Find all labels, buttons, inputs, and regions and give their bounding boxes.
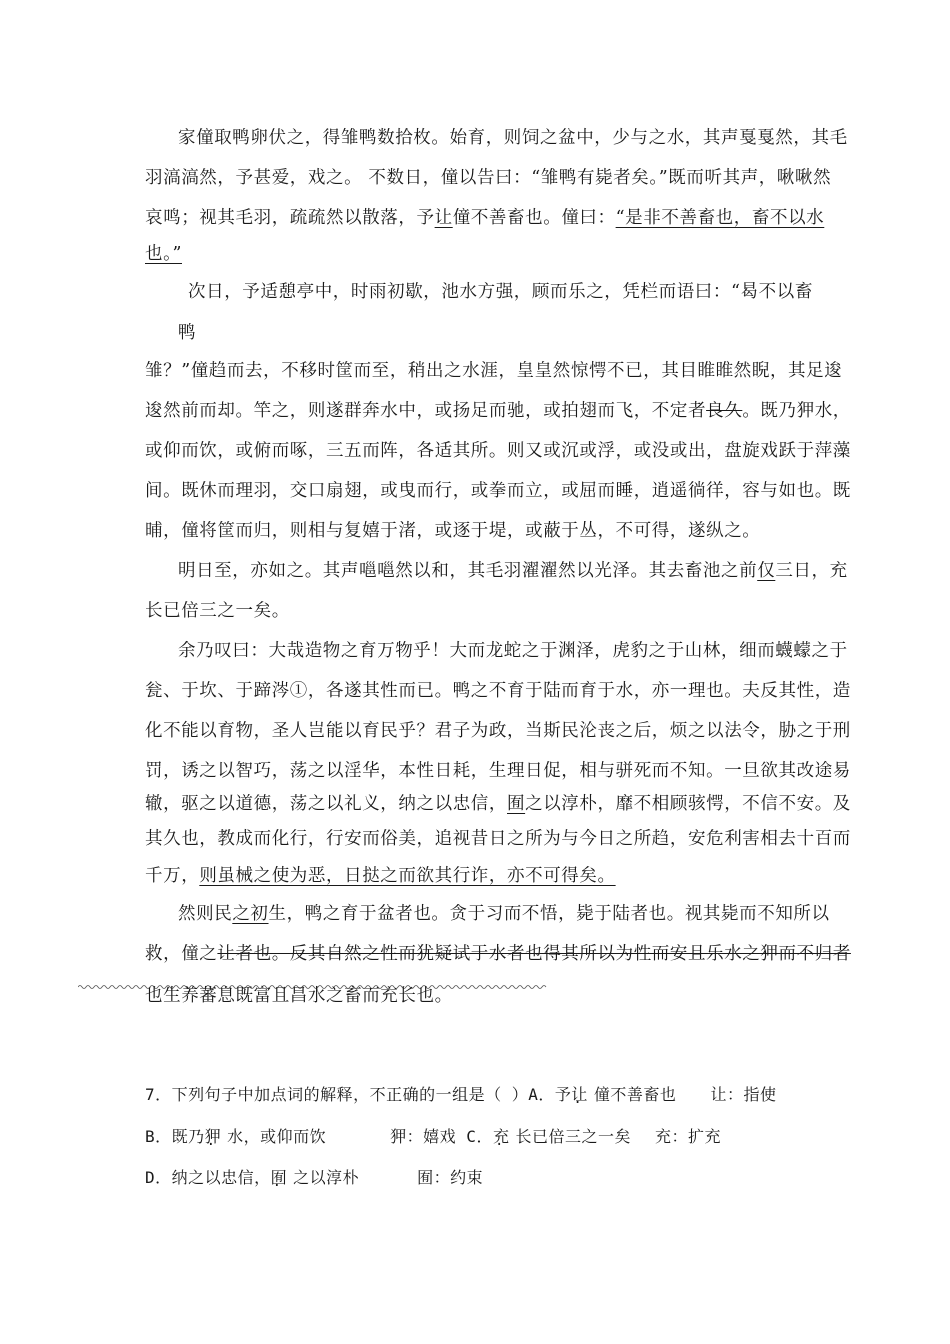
answer-gloss: 囿：约束	[417, 1168, 484, 1187]
passage-line: 其久也，教成而化行，行安而俗美，追视昔日之所为与今日之所趋，安危利害相去十百而	[145, 829, 851, 849]
question-line	[145, 1165, 483, 1188]
text-span: 逡然前而却。	[145, 401, 254, 421]
text-span: 然则民	[178, 904, 233, 924]
passage-line	[145, 790, 851, 815]
text-span: 千万，	[145, 866, 200, 886]
passage-line: 羽滈滈然，予甚爱，戏之。 不数日，僮以告曰：“雏鸭有毙者矣。”既而听其声，啾啾然	[145, 168, 832, 188]
text-span: B．既乃	[145, 1127, 205, 1146]
struck-word: 良久	[706, 401, 743, 421]
answer-gloss: 让：指使	[710, 1085, 777, 1104]
passage-line: 长已倍三之一矣。	[145, 601, 290, 621]
dotted-word: 充	[492, 1127, 510, 1146]
passage-line: 或仰而饮，或俯而啄，三五而阵，各适其所。则又或沉或浮，或没或出，盘旋戏跃于萍藻	[145, 441, 851, 461]
passage-line: 也生养蕃息既富且昌水之畜而充长也。	[145, 986, 453, 1006]
text-span: 明日至，亦如之。其声嗈嗈然以和，其毛羽濯濯然以光泽。其去畜池之前	[178, 561, 758, 581]
underlined-sentence: 则虽械之使为恶，日挞之而欲其行诈，亦不可得矣。	[199, 866, 616, 886]
text-span: D．纳之以忠信，	[145, 1168, 271, 1187]
passage-line	[145, 240, 182, 265]
question-line	[145, 1082, 776, 1105]
underlined-word: 囿	[507, 794, 526, 814]
passage-line: 晡，僮将筐而归，则相与复嬉于渚，或逐于堤，或蔽于丛，不可得，遂纵之。	[145, 521, 761, 541]
underlined-word: 让	[434, 208, 453, 228]
passage-line: 鸭	[178, 323, 197, 343]
text-span: 之以淳朴	[293, 1168, 360, 1187]
passage-line	[145, 204, 824, 229]
passage-line	[145, 940, 851, 965]
passage-line	[145, 862, 616, 887]
passage-line	[178, 900, 830, 925]
passage-line: 瓮、于坎、于蹄涔①，各遂其性而已。鸭之不育于陆而育于水，亦一理也。夫反其性，造	[145, 681, 851, 701]
struck-sentence: 让者也。反其自然之性而犹疑试于水者也得其所以为性而安且乐水之狎而不归者	[217, 944, 851, 964]
underlined-word: 之初	[232, 904, 269, 924]
question-line	[145, 1124, 721, 1147]
text-span: 三日，充	[775, 561, 848, 581]
text-span: 。既乃狎水，	[742, 401, 851, 421]
dotted-word: 让	[571, 1085, 588, 1104]
passage-line: 雏？”僮趋而去，不移时筐而至，稍出之水涯，皇皇然惊愕不已，其目睢睢然睨，其足逡	[145, 361, 843, 381]
text-span: 7．下列句子中加点词的解释，不正确的一组是（ ）A．予	[145, 1085, 572, 1104]
underlined-phrase: “是非不善畜也，畜不以水	[615, 208, 825, 228]
answer-gloss: 充：扩充	[654, 1127, 721, 1146]
text-span: 长已倍三之一矣	[515, 1127, 631, 1146]
answer-gloss: 狎：嬉戏 C．	[390, 1127, 493, 1146]
text-span: 僮不善畜也。僮曰：	[452, 208, 616, 228]
underlined-phrase: 也。”	[145, 244, 182, 264]
passage-line	[145, 397, 851, 422]
underlined-word: 仅	[757, 561, 776, 581]
passage-line: 余乃叹曰：大哉造物之育万物乎！大而龙蛇之于渊泽，虎豹之于山林，细而蠛蠓之于	[178, 641, 848, 661]
text-span: 竿之，则遂群奔水中，或扬足而驰，或拍翅而飞，不定者	[253, 401, 707, 421]
text-span: 水，或仰而饮	[227, 1127, 327, 1146]
passage-line: 化不能以育物，圣人岂能以育民乎？君子为政，当斯民沦丧之后，烦之以法令，胁之于刑	[145, 721, 851, 741]
text-span: 僮不善畜也	[593, 1085, 677, 1104]
dotted-word: 囿	[270, 1168, 288, 1187]
text-span: 辙，驱之以道德，荡之以礼义，纳之以忠信，	[145, 794, 507, 814]
text-span: 之以淳朴，靡不相顾骇愕，不信不安。及	[525, 794, 851, 814]
passage-line: 罚，诱之以智巧，荡之以淫华，本性日耗，生理日促，相与骈死而不知。一旦欲其改途易	[145, 761, 851, 781]
dotted-word: 狎	[204, 1127, 222, 1146]
text-span: 生，鸭之育于盆者也。贪于习而不悟，毙于陆者也。视其毙而不知所以	[268, 904, 830, 924]
text-span: 救，僮之	[145, 944, 218, 964]
passage-line	[178, 557, 848, 582]
passage-line: 次日，予适憩亭中，时雨初歇，池水方强，顾而乐之，凭栏而语曰：“曷不以畜	[188, 282, 813, 302]
passage-line: 间。既休而理羽，交口扇翅，或曳而行，或拳而立，或屈而睡，逍遥徜徉，容与如也。既	[145, 481, 851, 501]
text-span: 哀鸣；视其毛羽，疏疏然以散落，予	[145, 208, 435, 228]
passage-line: 家僮取鸭卵伏之，得雏鸭数拾枚。始育，则饲之盆中，少与之水，其声戛戛然，其毛	[178, 128, 848, 148]
